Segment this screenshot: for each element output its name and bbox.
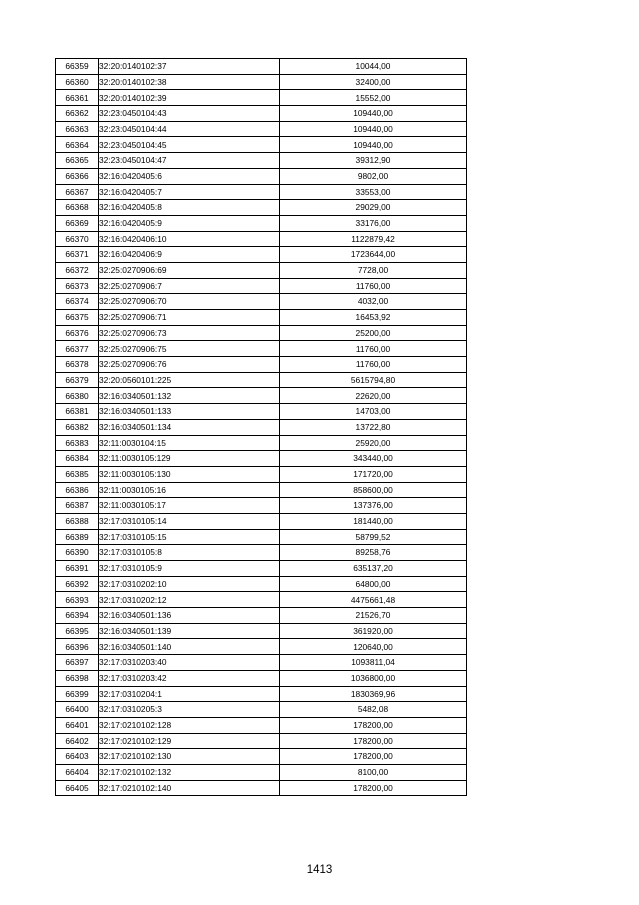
cadastral-value-cell: 32400,00 bbox=[280, 74, 467, 90]
cadastral-value-cell: 635137,20 bbox=[280, 561, 467, 577]
cadastral-value-cell: 64800,00 bbox=[280, 576, 467, 592]
cadastral-number-cell: 32:17:0310203:40 bbox=[99, 655, 280, 671]
cadastral-value-cell: 178200,00 bbox=[280, 780, 467, 796]
row-number-cell: 66392 bbox=[56, 576, 99, 592]
row-number-cell: 66360 bbox=[56, 74, 99, 90]
cadastral-value-cell: 11760,00 bbox=[280, 341, 467, 357]
row-number-cell: 66389 bbox=[56, 529, 99, 545]
cadastral-value-cell: 4032,00 bbox=[280, 294, 467, 310]
cadastral-value-cell: 25200,00 bbox=[280, 325, 467, 341]
table-row bbox=[56, 388, 467, 404]
cadastral-value-cell: 10044,00 bbox=[280, 59, 467, 75]
table-row bbox=[56, 451, 467, 467]
row-number-cell: 66370 bbox=[56, 231, 99, 247]
cadastral-number-cell: 32:17:0310105:14 bbox=[99, 513, 280, 529]
cadastral-value-cell: 29029,00 bbox=[280, 200, 467, 216]
cadastral-number-cell: 32:17:0210102:128 bbox=[99, 717, 280, 733]
cadastral-number-cell: 32:17:0310105:9 bbox=[99, 561, 280, 577]
row-number-cell: 66380 bbox=[56, 388, 99, 404]
row-number-cell: 66394 bbox=[56, 608, 99, 624]
table-row bbox=[56, 278, 467, 294]
cadastral-number-cell: 32:25:0270906:76 bbox=[99, 357, 280, 373]
row-number-cell: 66401 bbox=[56, 717, 99, 733]
table-row bbox=[56, 529, 467, 545]
cadastral-value-cell: 58799,52 bbox=[280, 529, 467, 545]
cadastral-value-cell: 109440,00 bbox=[280, 106, 467, 122]
cadastral-value-cell: 1036800,00 bbox=[280, 670, 467, 686]
row-number-cell: 66400 bbox=[56, 702, 99, 718]
cadastral-number-cell: 32:17:0310202:10 bbox=[99, 576, 280, 592]
cadastral-value-cell: 25920,00 bbox=[280, 435, 467, 451]
table-row bbox=[56, 670, 467, 686]
table-row bbox=[56, 435, 467, 451]
cadastral-number-cell: 32:16:0340501:136 bbox=[99, 608, 280, 624]
table-row bbox=[56, 498, 467, 514]
cadastral-value-cell: 120640,00 bbox=[280, 639, 467, 655]
row-number-cell: 66382 bbox=[56, 419, 99, 435]
cadastral-value-cell: 171720,00 bbox=[280, 466, 467, 482]
row-number-cell: 66377 bbox=[56, 341, 99, 357]
row-number-cell: 66368 bbox=[56, 200, 99, 216]
cadastral-number-cell: 32:16:0420405:8 bbox=[99, 200, 280, 216]
cadastral-value-cell: 4475661,48 bbox=[280, 592, 467, 608]
table-body bbox=[56, 59, 467, 796]
table-row bbox=[56, 121, 467, 137]
row-number-cell: 66366 bbox=[56, 168, 99, 184]
row-number-cell: 66393 bbox=[56, 592, 99, 608]
cadastral-number-cell: 32:17:0210102:129 bbox=[99, 733, 280, 749]
row-number-cell: 66365 bbox=[56, 153, 99, 169]
row-number-cell: 66381 bbox=[56, 404, 99, 420]
row-number-cell: 66361 bbox=[56, 90, 99, 106]
table-row bbox=[56, 357, 467, 373]
cadastral-number-cell: 32:20:0140102:37 bbox=[99, 59, 280, 75]
cadastral-value-cell: 9802,00 bbox=[280, 168, 467, 184]
table-row bbox=[56, 372, 467, 388]
row-number-cell: 66405 bbox=[56, 780, 99, 796]
cadastral-value-cell: 33553,00 bbox=[280, 184, 467, 200]
cadastral-number-cell: 32:16:0340501:140 bbox=[99, 639, 280, 655]
cadastral-value-cell: 361920,00 bbox=[280, 623, 467, 639]
cadastral-number-cell: 32:11:0030104:15 bbox=[99, 435, 280, 451]
table-row bbox=[56, 106, 467, 122]
cadastral-number-cell: 32:25:0270906:71 bbox=[99, 310, 280, 326]
cadastral-number-cell: 32:25:0270906:7 bbox=[99, 278, 280, 294]
cadastral-value-cell: 16453,92 bbox=[280, 310, 467, 326]
table-row bbox=[56, 561, 467, 577]
cadastral-number-cell: 32:11:0030105:16 bbox=[99, 482, 280, 498]
row-number-cell: 66363 bbox=[56, 121, 99, 137]
cadastral-value-cell: 858600,00 bbox=[280, 482, 467, 498]
cadastral-number-cell: 32:16:0420405:9 bbox=[99, 215, 280, 231]
cadastral-number-cell: 32:16:0420405:7 bbox=[99, 184, 280, 200]
cadastral-value-cell: 21526,70 bbox=[280, 608, 467, 624]
table-row bbox=[56, 608, 467, 624]
cadastral-number-cell: 32:16:0340501:134 bbox=[99, 419, 280, 435]
row-number-cell: 66359 bbox=[56, 59, 99, 75]
cadastral-number-cell: 32:17:0310202:12 bbox=[99, 592, 280, 608]
table-row bbox=[56, 231, 467, 247]
table-row bbox=[56, 90, 467, 106]
table-row bbox=[56, 592, 467, 608]
row-number-cell: 66371 bbox=[56, 247, 99, 263]
table-row bbox=[56, 623, 467, 639]
cadastral-number-cell: 32:17:0310105:15 bbox=[99, 529, 280, 545]
cadastral-value-cell: 5615794,80 bbox=[280, 372, 467, 388]
table-row bbox=[56, 215, 467, 231]
table-row bbox=[56, 184, 467, 200]
table-row bbox=[56, 168, 467, 184]
row-number-cell: 66386 bbox=[56, 482, 99, 498]
cadastral-value-cell: 178200,00 bbox=[280, 749, 467, 765]
cadastral-value-cell: 181440,00 bbox=[280, 513, 467, 529]
row-number-cell: 66396 bbox=[56, 639, 99, 655]
row-number-cell: 66387 bbox=[56, 498, 99, 514]
cadastral-number-cell: 32:23:0450104:44 bbox=[99, 121, 280, 137]
table-row bbox=[56, 341, 467, 357]
table-row bbox=[56, 325, 467, 341]
table-row bbox=[56, 702, 467, 718]
row-number-cell: 66375 bbox=[56, 310, 99, 326]
cadastral-value-cell: 137376,00 bbox=[280, 498, 467, 514]
cadastral-value-cell: 89258,76 bbox=[280, 545, 467, 561]
cadastral-number-cell: 32:17:0310203:42 bbox=[99, 670, 280, 686]
cadastral-value-cell: 109440,00 bbox=[280, 137, 467, 153]
cadastral-value-cell: 14703,00 bbox=[280, 404, 467, 420]
cadastral-number-cell: 32:25:0270906:73 bbox=[99, 325, 280, 341]
table-row bbox=[56, 639, 467, 655]
cadastral-number-cell: 32:16:0420405:6 bbox=[99, 168, 280, 184]
cadastral-number-cell: 32:16:0340501:139 bbox=[99, 623, 280, 639]
table-row bbox=[56, 200, 467, 216]
table-row bbox=[56, 764, 467, 780]
table-row bbox=[56, 74, 467, 90]
row-number-cell: 66397 bbox=[56, 655, 99, 671]
cadastral-number-cell: 32:16:0420406:9 bbox=[99, 247, 280, 263]
cadastral-value-cell: 13722,80 bbox=[280, 419, 467, 435]
table-row bbox=[56, 749, 467, 765]
cadastral-number-cell: 32:11:0030105:130 bbox=[99, 466, 280, 482]
table-row bbox=[56, 137, 467, 153]
cadastral-value-cell: 7728,00 bbox=[280, 262, 467, 278]
row-number-cell: 66384 bbox=[56, 451, 99, 467]
cadastral-number-cell: 32:16:0420406:10 bbox=[99, 231, 280, 247]
row-number-cell: 66378 bbox=[56, 357, 99, 373]
table-row bbox=[56, 310, 467, 326]
cadastral-number-cell: 32:16:0340501:133 bbox=[99, 404, 280, 420]
cadastral-value-cell: 178200,00 bbox=[280, 717, 467, 733]
cadastral-number-cell: 32:25:0270906:75 bbox=[99, 341, 280, 357]
cadastral-value-cell: 11760,00 bbox=[280, 278, 467, 294]
table-row bbox=[56, 247, 467, 263]
cadastral-value-cell: 15552,00 bbox=[280, 90, 467, 106]
row-number-cell: 66367 bbox=[56, 184, 99, 200]
row-number-cell: 66395 bbox=[56, 623, 99, 639]
row-number-cell: 66388 bbox=[56, 513, 99, 529]
cadastral-number-cell: 32:17:0210102:140 bbox=[99, 780, 280, 796]
table-row bbox=[56, 733, 467, 749]
cadastral-number-cell: 32:20:0140102:39 bbox=[99, 90, 280, 106]
cadastral-value-cell: 1093811,04 bbox=[280, 655, 467, 671]
cadastral-number-cell: 32:17:0310204:1 bbox=[99, 686, 280, 702]
cadastral-number-cell: 32:17:0310205:3 bbox=[99, 702, 280, 718]
cadastral-number-cell: 32:17:0210102:132 bbox=[99, 764, 280, 780]
row-number-cell: 66364 bbox=[56, 137, 99, 153]
row-number-cell: 66385 bbox=[56, 466, 99, 482]
cadastral-number-cell: 32:11:0030105:129 bbox=[99, 451, 280, 467]
cadastral-value-cell: 33176,00 bbox=[280, 215, 467, 231]
table-row bbox=[56, 262, 467, 278]
table-row bbox=[56, 780, 467, 796]
cadastral-value-cell: 1723644,00 bbox=[280, 247, 467, 263]
row-number-cell: 66373 bbox=[56, 278, 99, 294]
cadastral-number-cell: 32:25:0270906:70 bbox=[99, 294, 280, 310]
cadastral-number-cell: 32:16:0340501:132 bbox=[99, 388, 280, 404]
page-number: 1413 bbox=[306, 864, 333, 876]
cadastral-number-cell: 32:11:0030105:17 bbox=[99, 498, 280, 514]
cadastral-value-cell: 178200,00 bbox=[280, 733, 467, 749]
table-row bbox=[56, 686, 467, 702]
cadastral-number-cell: 32:23:0450104:45 bbox=[99, 137, 280, 153]
table-row bbox=[56, 466, 467, 482]
row-number-cell: 66402 bbox=[56, 733, 99, 749]
cadastral-value-cell: 1830369,96 bbox=[280, 686, 467, 702]
cadastral-number-cell: 32:23:0450104:43 bbox=[99, 106, 280, 122]
cadastral-number-cell: 32:17:0210102:130 bbox=[99, 749, 280, 765]
cadastral-value-cell: 39312,90 bbox=[280, 153, 467, 169]
table-row bbox=[56, 576, 467, 592]
table-row bbox=[56, 545, 467, 561]
table-row bbox=[56, 513, 467, 529]
row-number-cell: 66376 bbox=[56, 325, 99, 341]
cadastral-number-cell: 32:20:0140102:38 bbox=[99, 74, 280, 90]
table-row bbox=[56, 482, 467, 498]
table-row bbox=[56, 59, 467, 75]
cadastral-number-cell: 32:20:0560101:225 bbox=[99, 372, 280, 388]
cadastral-value-cell: 11760,00 bbox=[280, 357, 467, 373]
cadastral-value-cell: 109440,00 bbox=[280, 121, 467, 137]
row-number-cell: 66372 bbox=[56, 262, 99, 278]
cadastral-value-cell: 1122879,42 bbox=[280, 231, 467, 247]
row-number-cell: 66398 bbox=[56, 670, 99, 686]
row-number-cell: 66369 bbox=[56, 215, 99, 231]
cadastral-value-cell: 5482,08 bbox=[280, 702, 467, 718]
cadastral-number-cell: 32:25:0270906:69 bbox=[99, 262, 280, 278]
row-number-cell: 66383 bbox=[56, 435, 99, 451]
row-number-cell: 66404 bbox=[56, 764, 99, 780]
table-row bbox=[56, 153, 467, 169]
table-row bbox=[56, 419, 467, 435]
cadastral-number-cell: 32:17:0310105:8 bbox=[99, 545, 280, 561]
table-row bbox=[56, 294, 467, 310]
cadastral-value-table bbox=[55, 58, 467, 796]
row-number-cell: 66362 bbox=[56, 106, 99, 122]
row-number-cell: 66391 bbox=[56, 561, 99, 577]
table-row bbox=[56, 655, 467, 671]
row-number-cell: 66374 bbox=[56, 294, 99, 310]
cadastral-value-cell: 343440,00 bbox=[280, 451, 467, 467]
table-row bbox=[56, 717, 467, 733]
row-number-cell: 66390 bbox=[56, 545, 99, 561]
table-row bbox=[56, 404, 467, 420]
cadastral-number-cell: 32:23:0450104:47 bbox=[99, 153, 280, 169]
row-number-cell: 66403 bbox=[56, 749, 99, 765]
cadastral-value-cell: 8100,00 bbox=[280, 764, 467, 780]
row-number-cell: 66379 bbox=[56, 372, 99, 388]
cadastral-value-cell: 22620,00 bbox=[280, 388, 467, 404]
row-number-cell: 66399 bbox=[56, 686, 99, 702]
